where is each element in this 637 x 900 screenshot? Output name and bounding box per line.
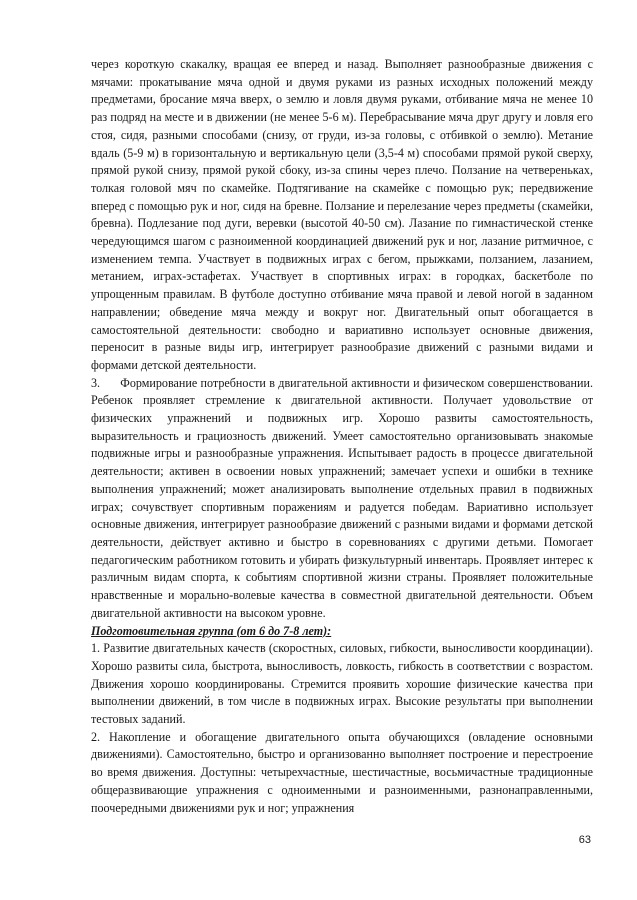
paragraph-motor-qualities: 1. Развитие двигательных качеств (скоростных, силовых, гибкости, выносливости координации). Хорошо развиты сила, быстрота, выносливость, ловкость, гибкость в соответствии с возрастом. Движения хорошо координированы. Стремится проявить хорошие физические качества при выполнении движений, в том числе в подвижных играх. Высокие результаты при выполнении тестовых заданий. [91, 641, 593, 727]
page-number: 63 [578, 834, 591, 846]
page-body [91, 56, 593, 817]
paragraph-motor-activity-need: 3. Формирование потребности в двигательной активности и физическом совершенствовании. Ребенок проявляет стремление к двигательной активности. Получает удовольствие от физических упражнений и подвижных игр. Хорошо развиты самостоятельность, выразительность и грациозность движений. Умеет самостоятельно организовывать знакомые подвижные игры и разнообразные упражнения. Испытывает радость в процессе двигательной деятельности; активен в освоении новых упражнений; замечает успехи и ошибки в технике выполнения упражнений; может анализировать выполнение отдельных правил в подвижных играх; сочувствует спортивным поражениям и радуется победам. Вариативно использует основные движения, интегрирует разнообразие движений с разными видами и формами детской деятельности, действует активно и быстро в соревнованиях с другими детьми. Помогает педагогическим работником готовить и убирать физкультурный инвентарь. Проявляет интерес к различным видам спорта, к событиям спортивной жизни страны. Проявляет положительные нравственные и морально-волевые качества в совместной двигательной деятельности. Объем двигательной активности на высоком уровне. [91, 375, 593, 620]
paragraph-ball-exercises: через короткую скакалку, вращая ее вперед и назад. Выполняет разнообразные движения с мячами: прокатывание мяча одной и двумя руками из разных исходных положений между предметами, бросание мяча вверх, о землю и ловля двумя руками, отбивание мяча не менее 10 раз подряд на месте и в движении (не менее 5-6 м). Перебрасывание мяча друг другу и ловля его стоя, сидя, разными способами (снизу, от груди, из-за головы, с отбивкой о землю). Метание вдаль (5-9 м) в горизонтальную и вертикальную цели (3,5-4 м) способами прямой рукой сверху, прямой рукой снизу, прямой рукой сбоку, из-за спины через плечо. Ползание на четвереньках, толкая головой мяч по скамейке. Подтягивание на скамейке с помощью рук; передвижение вперед с помощью рук и ног, сидя на бревне. Ползание и перелезание через предметы (скамейки, бревна). Подлезание под дуги, веревки (высотой 40-50 см). Лазание по гимнастической стенке чередующимся шагом с разноименной координацией движений рук и ног, лазание ритмичное, с изменением темпа. Участвует в подвижных играх с бегом, прыжками, ползанием, лазанием, метанием, играх-эстафетах. Участвует в спортивных играх: в городках, баскетболе по упрощенным правилам. В футболе доступно отбивание мяча правой и левой ногой в заданном направлении; обведение мяча между и вокруг ног. Двигательный опыт обогащается в самостоятельной деятельности: свободно и вариативно использует основные движения, переносит в разные виды игр, интегрирует разнообразие движений с разными видами и формами детской деятельности. [91, 57, 593, 372]
paragraph-motor-experience: 2. Накопление и обогащение двигательного опыта обучающихся (овладение основными движениями). Самостоятельно, быстро и организованно выполняет построение и перестроение во время движения. Доступны: четырехчастные, шестичастные, восьмичастные традиционные общеразвивающие упражнения с одноименными и разноименными, разнонаправленными, поочередными движениями рук и ног; упражнения [91, 729, 593, 815]
section-heading-preparatory-group: Подготовительная группа (от 6 до 7-8 лет): [91, 623, 332, 638]
